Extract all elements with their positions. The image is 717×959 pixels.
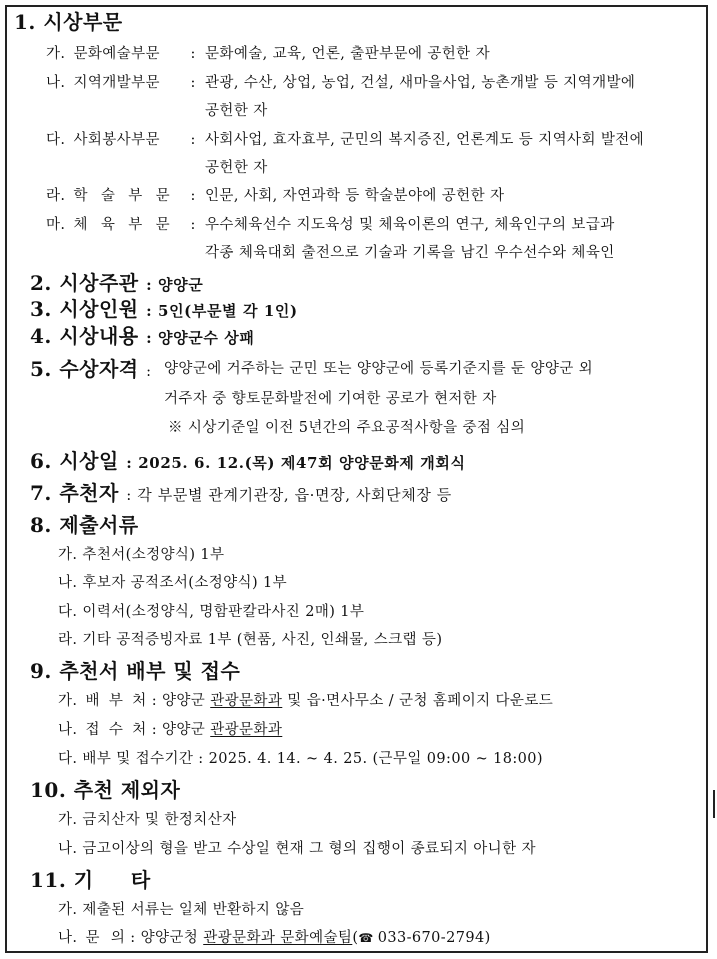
item-label: 문 의 — [85, 930, 126, 946]
paren-open: ( — [352, 930, 359, 946]
item-mark: 가. — [46, 46, 66, 62]
s1-item-na-desc-1: 관광, 수산, 상업, 농업, 건설, 새마을사업, 농촌개발 등 지역개발에 — [205, 75, 636, 91]
s8-item: 나. 후보자 공적조서(소정양식) 1부 — [58, 575, 288, 591]
item-pre: : 양양군 — [151, 693, 211, 709]
s1-item-da-desc-2: 공헌한 자 — [205, 160, 268, 176]
section-3-title: 3. 시상인원 — [30, 297, 139, 321]
edge-mark — [713, 790, 715, 818]
item-mark: 다. — [46, 132, 66, 148]
section-11-title: 11. 기 타 — [30, 868, 151, 892]
item-post: 및 읍·면사무소 / 군청 홈페이지 다운로드 — [282, 693, 554, 709]
item-pre: : 양양군청 — [130, 930, 204, 946]
section-6-title: 6. 시상일 — [30, 449, 119, 473]
item-mark: 가. — [58, 693, 78, 709]
item-sep: : — [190, 46, 196, 62]
phone-number: 033-670-2794 — [377, 930, 485, 946]
s1-item-na-desc-2: 공헌한 자 — [205, 103, 268, 119]
section-2 — [30, 273, 203, 293]
item-sep: : — [190, 188, 196, 204]
s8-item: 라. 기타 공적증빙자료 1부 (현품, 사진, 인쇄물, 스크랩 등) — [58, 632, 443, 648]
dept-underlined: 관광문화과 — [210, 693, 283, 709]
item-mark: 나. — [46, 75, 66, 91]
s1-item-ra — [46, 189, 196, 204]
section-7-title: 7. 추천자 — [30, 481, 119, 505]
item-label: 체 육 부 문 — [73, 217, 171, 233]
s1-item-ra-desc: 인문, 사회, 자연과학 등 학술분야에 공헌한 자 — [205, 188, 505, 204]
phone-icon: ☎ — [358, 931, 374, 945]
s1-item-ma — [46, 218, 196, 233]
s9-item-da: 다. 배부 및 접수기간 : 2025. 4. 14. ~ 4. 25. (근무일 09:00 ~ 18:00) — [58, 751, 543, 767]
s1-item-na — [46, 76, 196, 91]
section-10-title: 10. 추천 제외자 — [30, 778, 181, 802]
section-7-value: : 각 부문별 관계기관장, 읍·면장, 사회단체장 등 — [126, 486, 452, 504]
section-4-value: : 양양군수 상패 — [146, 329, 255, 347]
item-label: 문화예술부문 — [73, 46, 160, 62]
paren-close: ) — [484, 930, 491, 946]
s8-item: 가. 추천서(소정양식) 1부 — [58, 547, 225, 563]
team-underlined: 관광문화과 문화예술팀 — [203, 930, 353, 946]
section-3 — [30, 299, 298, 319]
s10-item: 나. 금고이상의 형을 받고 수상일 현재 그 형의 집행이 종료되지 아니한 자 — [58, 841, 536, 857]
section-3-value: : 5인(부문별 각 1인) — [146, 302, 298, 320]
s1-item-ma-desc-1: 우수체육선수 지도육성 및 체육이론의 연구, 체육인구의 보급과 — [205, 217, 615, 233]
section-9-title: 9. 추천서 배부 및 접수 — [30, 659, 241, 683]
s11-item-ga: 가. 제출된 서류는 일체 반환하지 않음 — [58, 902, 305, 918]
s9-item-na — [58, 723, 282, 738]
section-2-title: 2. 시상주관 — [30, 271, 139, 295]
item-label: 학 술 부 문 — [73, 188, 171, 204]
section-2-value: : 양양군 — [146, 276, 204, 294]
item-mark: 마. — [46, 217, 66, 233]
item-mark: 라. — [46, 188, 66, 204]
section-5 — [30, 359, 151, 380]
item-sep: : — [190, 132, 196, 148]
item-label: 배 부 처 — [85, 693, 147, 709]
section-5-title: 5. 수상자격 — [30, 357, 139, 381]
item-sep: : — [190, 75, 196, 91]
section-4 — [30, 326, 254, 346]
item-label: 접 수 처 — [85, 722, 147, 738]
section-8-title: 8. 제출서류 — [30, 513, 139, 537]
section-4-title: 4. 시상내용 — [30, 324, 139, 348]
s11-item-na — [58, 931, 491, 946]
s1-item-ga-desc: 문화예술, 교육, 언론, 출판부문에 공헌한 자 — [205, 46, 490, 62]
s1-item-da-desc-1: 사회사업, 효자효부, 군민의 복지증진, 언론계도 등 지역사회 발전에 — [205, 132, 645, 148]
section-5-line-1: 양양군에 거주하는 군민 또는 양양군에 등록기준지를 둔 양양군 외 — [164, 361, 594, 377]
s1-item-da — [46, 133, 196, 148]
section-5-sep: : — [146, 364, 152, 380]
section-6-value: : 2025. 6. 12.(목) 제47회 양양문화제 개회식 — [126, 454, 466, 472]
dept-underlined: 관광문화과 — [210, 722, 283, 738]
item-label: 사회봉사부문 — [73, 132, 160, 148]
s9-item-ga — [58, 694, 553, 709]
item-mark: 나. — [58, 722, 78, 738]
s10-item: 가. 금치산자 및 한정치산자 — [58, 812, 237, 828]
s1-item-ma-desc-2: 각종 체육대회 출전으로 기술과 기록을 남긴 우수선수와 체육인 — [205, 245, 615, 261]
item-label: 지역개발부문 — [73, 75, 160, 91]
section-1-title: 1. 시상부문 — [14, 10, 123, 34]
item-sep: : — [190, 217, 196, 233]
section-5-note: ※ 시상기준일 이전 5년간의 주요공적사항을 중점 심의 — [168, 420, 526, 436]
s8-item: 다. 이력서(소정양식, 명함판칼라사진 2매) 1부 — [58, 604, 365, 620]
s1-item-ga — [46, 47, 196, 62]
section-7 — [30, 483, 452, 503]
item-mark: 나. — [58, 930, 78, 946]
section-5-line-2: 거주자 중 향토문화발전에 기여한 공로가 현저한 자 — [164, 391, 497, 407]
item-pre: : 양양군 — [151, 722, 211, 738]
section-6 — [30, 451, 466, 471]
